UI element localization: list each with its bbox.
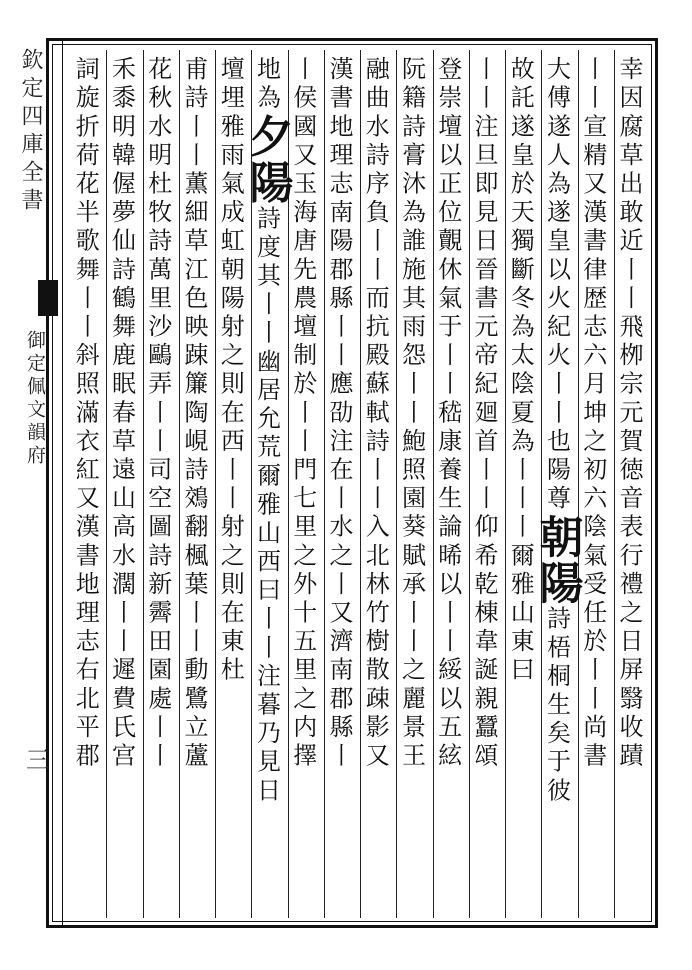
column-text (103, 56, 141, 771)
text-column (241, 50, 293, 918)
text-column (70, 50, 106, 918)
text-segment: 詩梧桐生矣于彼 (542, 605, 571, 806)
column-text (531, 56, 583, 806)
book-title: 御定佩文韻府 (24, 330, 46, 468)
text-column (324, 50, 360, 918)
text-column (143, 50, 179, 918)
text-segment: 花秋水明杜牧詩萬里沙鷗弄丨丨司空圖詩新霽田園處丨丨 (143, 56, 172, 771)
column-text (429, 56, 467, 771)
text-column (531, 50, 583, 918)
text-column (179, 50, 215, 918)
text-segment: 詩度其丨丨幽居允荒爾雅山西曰丨丨注暮乃見日 (252, 205, 281, 806)
collection-title: 欽定四庫全書 (18, 48, 43, 216)
headword: 夕陽 (241, 113, 293, 206)
text-column (469, 50, 505, 918)
text-column (433, 50, 469, 918)
text-segment: 甫詩丨丨薫細草江色映踈簾陶峴詩鵁翻楓葉丨丨動鷺立蘆 (180, 56, 208, 771)
column-text (139, 56, 177, 771)
headword: 朝陽 (531, 513, 583, 606)
text-column (288, 50, 324, 918)
text-column (578, 50, 614, 918)
text-segment: 幸因腐草出敢近丨丨飛栁宗元賀徳音表行禮之日屏翳收蹟 (615, 56, 643, 771)
text-segment: 禾黍明韓偓夢仙詩鶴舞鹿眠春草遠山高水濶丨丨遲費氏宫 (107, 56, 136, 771)
text-segment: 漢書地理志南陽郡縣丨丨應劭注在丨水之丨又濟南郡縣丨 (325, 56, 353, 771)
column-text (610, 56, 648, 771)
column-text (211, 56, 249, 685)
column-text (501, 56, 539, 685)
text-segment: 丨侯國又玉海唐先農壇制於丨丨門七里之外十五里之内擇 (288, 56, 317, 771)
text-segment: 大傅遂人為遂皇以火紀火丨丨也陽尊 (542, 56, 571, 514)
text-segment: 阮籍詩膏沐為誰施其雨怨丨丨鮑照園葵賦承丨丨之麗景王 (397, 56, 426, 771)
text-segment: 丨丨注旦即見日晉書元帝紀廻首丨丨仰希乾棟韋誕親蠶頌 (470, 56, 498, 771)
text-column (360, 50, 396, 918)
spine-divider (62, 40, 63, 926)
text-segment: 壇 (216, 56, 245, 85)
column-text (66, 56, 104, 771)
text-body (70, 50, 650, 918)
text-column (215, 50, 251, 918)
text-column (106, 50, 142, 918)
column-text (320, 56, 358, 771)
text-segment: 融曲水詩序負丨丨而抗殿蘇軾詩丨丨入北林竹樹散疎影又 (361, 56, 390, 771)
text-segment: 詞旋折荷花半歌舞丨丨斜照滿衣紅又漢書地理志右北平郡 (71, 56, 100, 771)
text-segment: 地為 (252, 56, 281, 114)
text-column (396, 50, 432, 918)
text-segment: 埋雅雨氣成虹朝陽射之則在西丨丨射之則在東杜 (216, 84, 245, 686)
fish-tail-mark (38, 280, 58, 316)
text-column (614, 50, 650, 918)
page-number: 三 (26, 746, 50, 774)
text-segment: 丨丨宣精又漢書律歴志六月坤之初六陰氣受任於丨丨尚書 (578, 56, 607, 771)
column-text (356, 56, 394, 771)
column-text (465, 56, 503, 771)
column-text (574, 56, 612, 771)
column-text (393, 56, 431, 771)
text-column (505, 50, 541, 918)
text-segment: 故託遂皇於天獨斷冬為太陰夏為丨丨丨爾雅山東曰 (506, 56, 535, 686)
text-segment: 登崇壇以正位覿休氣于丨丨嵇康養生論晞以丨丨綏以五絃 (433, 56, 462, 771)
column-text (175, 56, 213, 771)
column-text (241, 56, 293, 806)
